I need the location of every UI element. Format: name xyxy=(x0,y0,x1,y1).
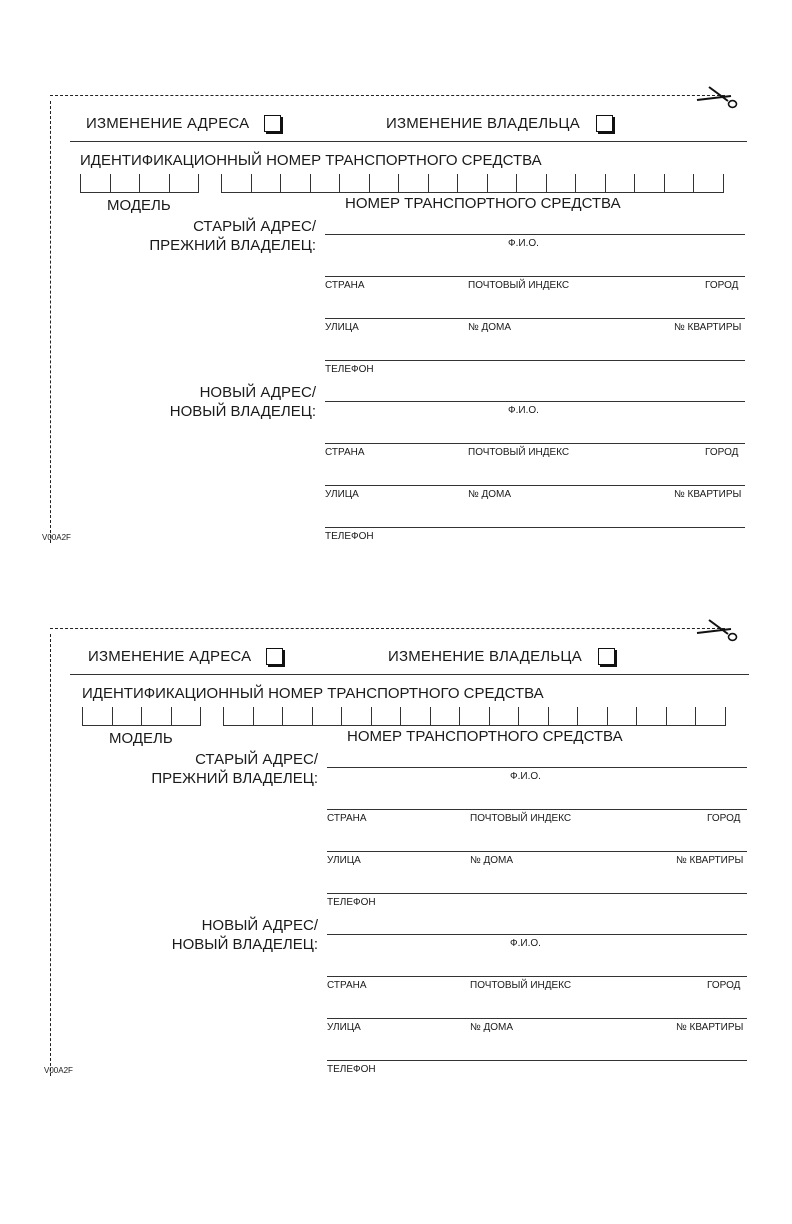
scissors-icon xyxy=(695,81,741,115)
new-apartment-caption: № КВАРТИРЫ xyxy=(674,489,742,500)
new-owner-label-2: НОВЫЙ ВЛАДЕЛЕЦ: xyxy=(169,403,316,420)
new-fio-caption: Ф.И.О. xyxy=(510,938,541,949)
new-house-caption: № ДОМА xyxy=(468,489,512,500)
old-owner-label-1: СТАРЫЙ АДРЕС/ xyxy=(195,751,318,768)
new-street-caption: УЛИЦА xyxy=(327,1022,361,1033)
header-divider xyxy=(70,141,747,142)
model-label: МОДЕЛЬ xyxy=(107,197,171,214)
vin-label: ИДЕНТИФИКАЦИОННЫЙ НОМЕР ТРАНСПОРТНОГО СРЕДСТВА xyxy=(80,152,542,169)
old-house-caption: № ДОМА xyxy=(468,322,512,333)
new-phone-line[interactable] xyxy=(327,1060,747,1061)
new-owner-label-2: НОВЫЙ ВЛАДЕЛЕЦ: xyxy=(171,936,318,953)
old-phone-caption: ТЕЛЕФОН xyxy=(327,897,376,908)
old-apartment-caption: № КВАРТИРЫ xyxy=(674,322,742,333)
old-owner-label-2: ПРЕЖНИЙ ВЛАДЕЛЕЦ: xyxy=(149,237,316,254)
header-divider xyxy=(70,674,749,675)
vin-boxes[interactable] xyxy=(221,174,724,194)
old-postcode-caption: ПОЧТОВЫЙ ИНДЕКС xyxy=(468,280,570,291)
old-city-caption: ГОРОД xyxy=(707,813,741,824)
new-country-caption: СТРАНА xyxy=(327,980,367,991)
old-owner-label-2: ПРЕЖНИЙ ВЛАДЕЛЕЦ: xyxy=(151,770,318,787)
old-address-line-2[interactable] xyxy=(327,851,747,852)
change-owner-label: ИЗМЕНЕНИЕ ВЛАДЕЛЬЦА xyxy=(386,115,580,132)
old-country-caption: СТРАНА xyxy=(325,280,365,291)
vin-boxes[interactable] xyxy=(223,707,726,727)
change-address-label: ИЗМЕНЕНИЕ АДРЕСА xyxy=(86,115,250,132)
old-fio-caption: Ф.И.О. xyxy=(508,238,539,249)
model-label: МОДЕЛЬ xyxy=(109,730,173,747)
plate-label: НОМЕР ТРАНСПОРТНОГО СРЕДСТВА xyxy=(345,195,621,212)
old-fio-line[interactable] xyxy=(325,234,745,235)
new-address-line-1[interactable] xyxy=(325,443,745,444)
change-card-2 xyxy=(40,628,760,1078)
new-city-caption: ГОРОД xyxy=(705,447,739,458)
change-address-checkbox[interactable] xyxy=(266,648,283,665)
change-card-1 xyxy=(40,95,760,545)
old-house-caption: № ДОМА xyxy=(470,855,514,866)
change-owner-checkbox[interactable] xyxy=(598,648,615,665)
old-phone-line[interactable] xyxy=(325,360,745,361)
cut-line-top xyxy=(50,95,725,96)
new-phone-line[interactable] xyxy=(325,527,745,528)
new-postcode-caption: ПОЧТОВЫЙ ИНДЕКС xyxy=(468,447,570,458)
old-address-line-1[interactable] xyxy=(325,276,745,277)
model-boxes[interactable] xyxy=(80,174,199,194)
new-postcode-caption: ПОЧТОВЫЙ ИНДЕКС xyxy=(470,980,572,991)
scissors-icon xyxy=(695,614,741,648)
new-fio-caption: Ф.И.О. xyxy=(508,405,539,416)
old-phone-caption: ТЕЛЕФОН xyxy=(325,364,374,375)
old-postcode-caption: ПОЧТОВЫЙ ИНДЕКС xyxy=(470,813,572,824)
new-address-line-2[interactable] xyxy=(327,1018,747,1019)
old-fio-line[interactable] xyxy=(327,767,747,768)
new-city-caption: ГОРОД xyxy=(707,980,741,991)
old-owner-label-1: СТАРЫЙ АДРЕС/ xyxy=(193,218,316,235)
form-code: V00A2F xyxy=(42,533,71,542)
old-address-line-2[interactable] xyxy=(325,318,745,319)
new-fio-line[interactable] xyxy=(327,934,747,935)
cut-line-left xyxy=(50,634,51,1076)
cut-line-top xyxy=(50,628,725,629)
old-apartment-caption: № КВАРТИРЫ xyxy=(676,855,744,866)
old-country-caption: СТРАНА xyxy=(327,813,367,824)
new-phone-caption: ТЕЛЕФОН xyxy=(327,1064,376,1075)
change-owner-checkbox[interactable] xyxy=(596,115,613,132)
cut-line-left xyxy=(50,101,51,543)
new-apartment-caption: № КВАРТИРЫ xyxy=(676,1022,744,1033)
new-fio-line[interactable] xyxy=(325,401,745,402)
form-code: V00A2F xyxy=(44,1066,73,1075)
old-address-line-1[interactable] xyxy=(327,809,747,810)
old-phone-line[interactable] xyxy=(327,893,747,894)
new-house-caption: № ДОМА xyxy=(470,1022,514,1033)
change-address-checkbox[interactable] xyxy=(264,115,281,132)
new-owner-label-1: НОВЫЙ АДРЕС/ xyxy=(199,384,316,401)
new-phone-caption: ТЕЛЕФОН xyxy=(325,531,374,542)
change-address-label: ИЗМЕНЕНИЕ АДРЕСА xyxy=(88,648,252,665)
old-street-caption: УЛИЦА xyxy=(327,855,361,866)
new-country-caption: СТРАНА xyxy=(325,447,365,458)
old-fio-caption: Ф.И.О. xyxy=(510,771,541,782)
new-address-line-1[interactable] xyxy=(327,976,747,977)
vin-label: ИДЕНТИФИКАЦИОННЫЙ НОМЕР ТРАНСПОРТНОГО СРЕДСТВА xyxy=(82,685,544,702)
new-address-line-2[interactable] xyxy=(325,485,745,486)
new-street-caption: УЛИЦА xyxy=(325,489,359,500)
old-city-caption: ГОРОД xyxy=(705,280,739,291)
model-boxes[interactable] xyxy=(82,707,201,727)
plate-label: НОМЕР ТРАНСПОРТНОГО СРЕДСТВА xyxy=(347,728,623,745)
change-owner-label: ИЗМЕНЕНИЕ ВЛАДЕЛЬЦА xyxy=(388,648,582,665)
old-street-caption: УЛИЦА xyxy=(325,322,359,333)
new-owner-label-1: НОВЫЙ АДРЕС/ xyxy=(201,917,318,934)
